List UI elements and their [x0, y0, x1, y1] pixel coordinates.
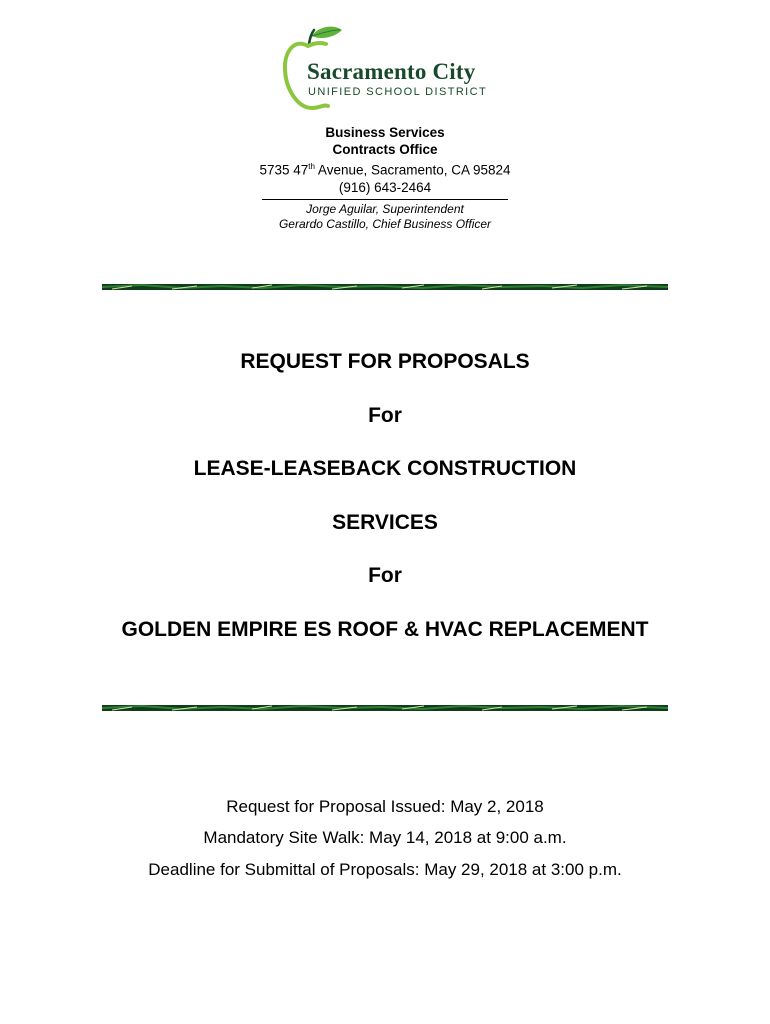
district-logo: [282, 24, 492, 112]
title-for-1: For: [368, 404, 402, 427]
date-issued: Request for Proposal Issued: May 2, 2018: [226, 797, 544, 816]
cbo-line: Gerardo Castillo, Chief Business Officer: [278, 216, 492, 231]
address-prefix: 5735 47: [259, 162, 309, 178]
title-rfp: REQUEST FOR PROPOSALS: [240, 350, 530, 373]
office-block: [0, 124, 770, 232]
decorative-band-top: [102, 284, 668, 290]
office-address: [0, 158, 770, 179]
decorative-band-bottom: [102, 705, 668, 711]
title-project: GOLDEN EMPIRE ES ROOF & HVAC REPLACEMENT: [121, 618, 649, 641]
logo-name: Sacramento City: [307, 59, 476, 84]
title-services: SERVICES: [332, 511, 438, 534]
date-deadline: Deadline for Submittal of Proposals: May 29, 2018 at 3:00 p.m.: [148, 860, 622, 879]
address-ordinal: th: [308, 162, 315, 171]
unit-name: Contracts Office: [332, 142, 438, 157]
superintendent-line: Jorge Aguilar, Superintendent: [306, 201, 464, 216]
department-name: Business Services: [325, 125, 445, 140]
logo-subtitle: UNIFIED SCHOOL DISTRICT: [308, 86, 488, 98]
address-suffix: Avenue, Sacramento, CA 95824: [314, 162, 511, 178]
divider-line: [262, 199, 508, 200]
title-for-2: For: [368, 564, 402, 587]
date-site-walk: Mandatory Site Walk: May 14, 2018 at 9:00 a.m.: [203, 828, 567, 847]
office-phone: (916) 643-2464: [338, 179, 432, 195]
title-lease-leaseback: LEASE-LEASEBACK CONSTRUCTION: [193, 457, 577, 480]
